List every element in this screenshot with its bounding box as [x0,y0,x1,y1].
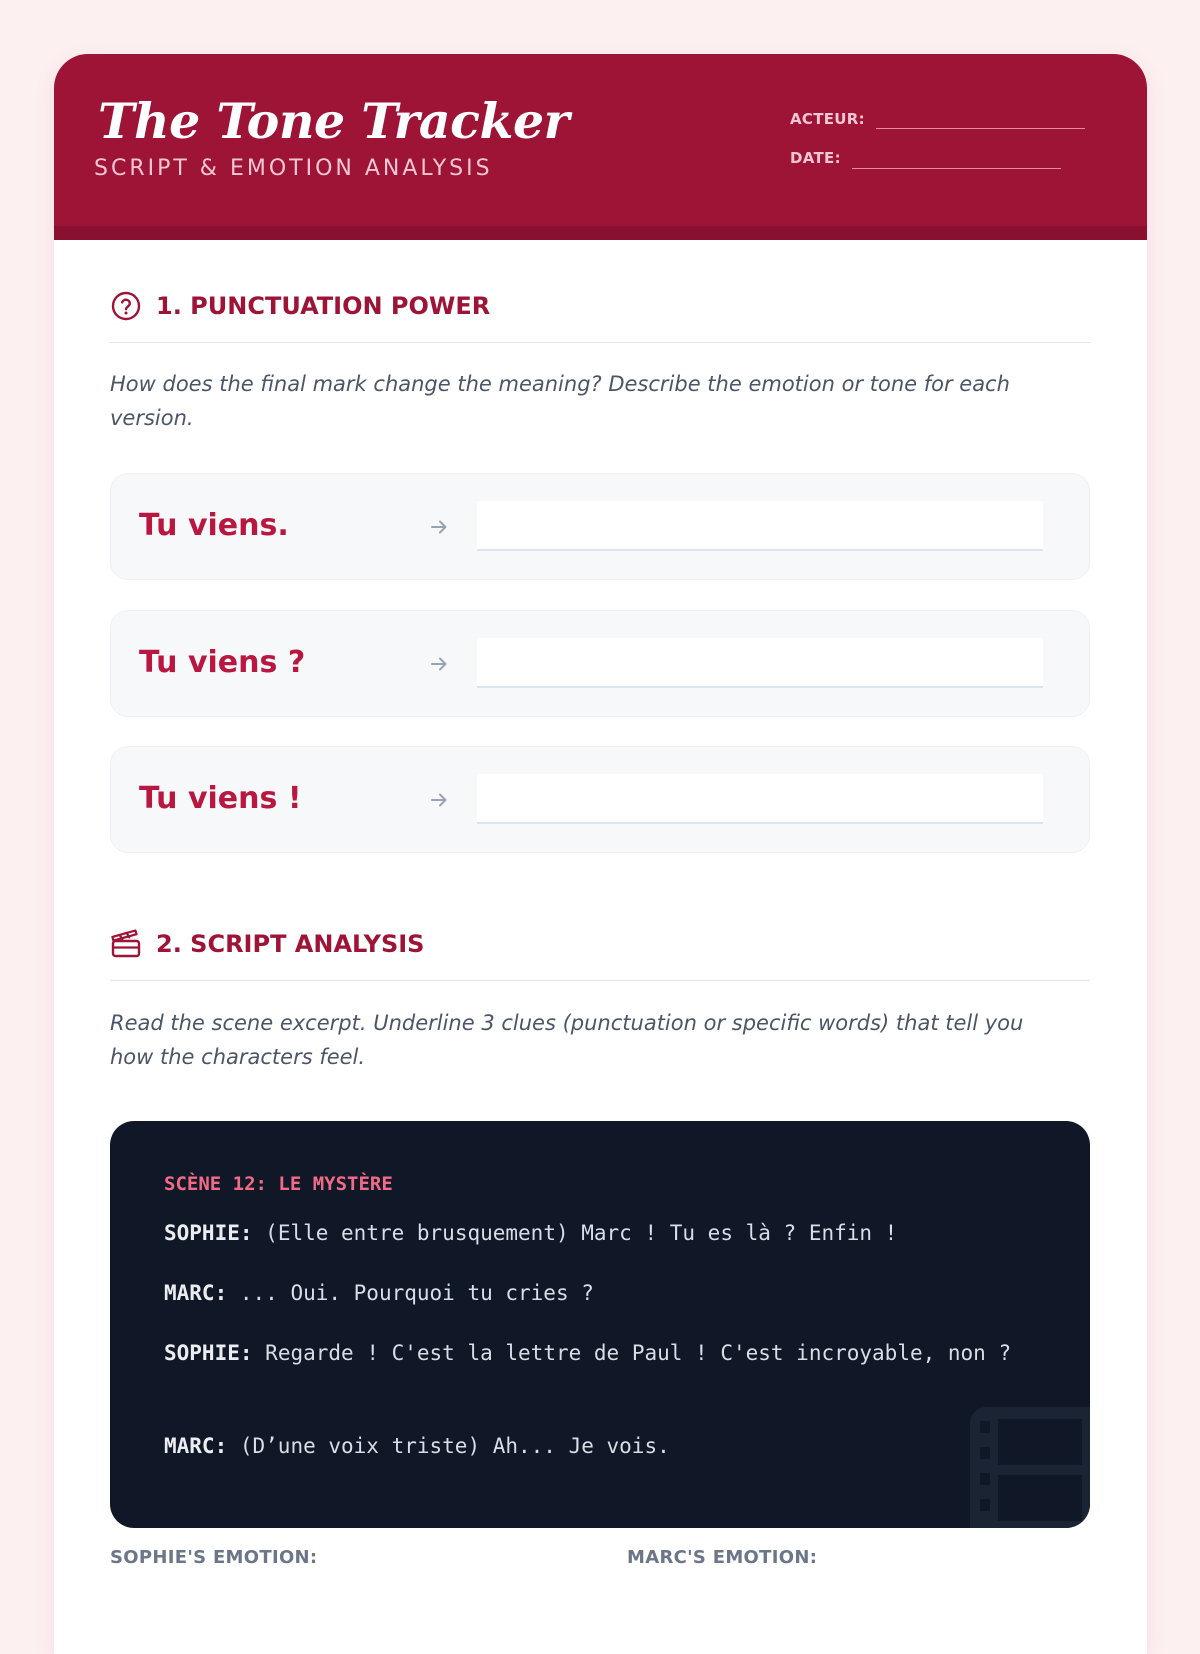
section-title-script: 2. SCRIPT ANALYSIS [156,930,425,958]
punctuation-instructions: How does the final mark change the meaning? Describe the emotion or tone for each version. [110,372,1010,430]
phrase-text: Tu viens ! [139,781,302,816]
dialogue-text: ... Oui. Pourquoi tu cries ? [239,1281,594,1305]
script-line [164,1336,1044,1370]
page-subtitle: SCRIPT & EMOTION ANALYSIS [94,156,493,181]
section-title-punctuation: 1. PUNCTUATION POWER [156,292,491,320]
speaker-name: MARC: [164,1434,228,1458]
date-field[interactable] [852,168,1061,169]
tone-answer-input[interactable] [477,501,1043,551]
arrow-right-icon [427,515,451,539]
worksheet-card [54,54,1147,1654]
actor-label: ACTEUR: [790,110,865,128]
date-label: DATE: [790,149,841,167]
phrase-row [110,610,1090,717]
marc-emotion-label: MARC'S EMOTION: [627,1547,818,1568]
phrase-row [110,746,1090,853]
speaker-name: MARC: [164,1281,228,1305]
dialogue-text: (D’une voix triste) Ah... Je vois. [239,1434,670,1458]
tone-answer-input[interactable] [477,774,1043,824]
speaker-name: SOPHIE: [164,1221,253,1245]
header-banner [54,54,1147,240]
script-line [164,1216,1044,1250]
phrase-text: Tu viens. [139,508,289,543]
script-instructions: Read the scene excerpt. Underline 3 clues (punctuation or specific words) that tell you how the characters feel. [110,1011,1024,1069]
arrow-right-icon [427,652,451,676]
phrase-text: Tu viens ? [139,645,306,680]
script-line [164,1276,1044,1310]
page-title: The Tone Tracker [98,92,569,150]
tone-answer-input[interactable] [477,638,1043,688]
section-script-header [110,928,1090,981]
dialogue-text: Regarde ! C'est la lettre de Paul ! C'est incroyable, non ? [265,1341,1012,1365]
actor-field[interactable] [876,128,1085,129]
clapperboard-icon [110,928,142,960]
section-punctuation-header [110,290,1090,343]
question-circle-icon [110,290,142,322]
script-excerpt [110,1121,1090,1528]
dialogue-text: (Elle entre brusquement) Marc ! Tu es là ? Enfin ! [265,1221,898,1245]
phrase-row [110,473,1090,580]
speaker-name: SOPHIE: [164,1341,253,1365]
scene-title: SCÈNE 12: LE MYSTÈRE [164,1173,393,1195]
sophie-emotion-label: SOPHIE'S EMOTION: [110,1547,318,1568]
film-strip-icon [970,1407,1090,1528]
header-divider [54,226,1147,240]
arrow-right-icon [427,788,451,812]
script-line [164,1429,1044,1463]
